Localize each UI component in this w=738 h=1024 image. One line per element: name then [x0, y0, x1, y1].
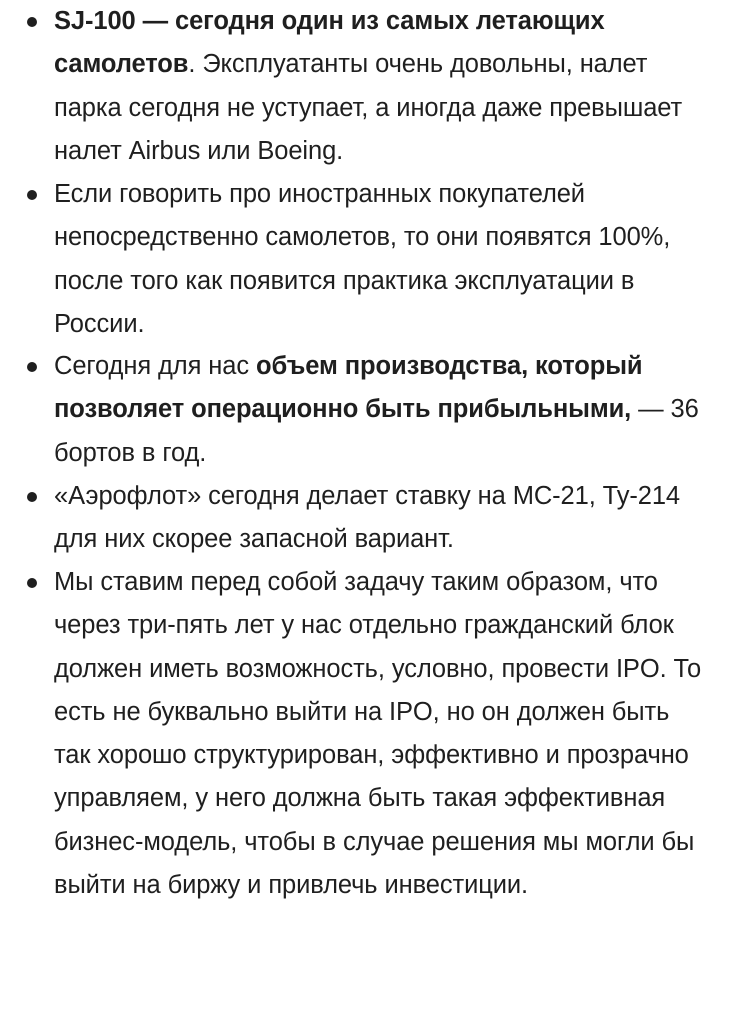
bullet-item-sj100 [0, 0, 738, 173]
bullet-dot-icon [27, 578, 37, 588]
bullet-text-before: Сегодня для нас [54, 352, 256, 380]
bullet-dot-icon [27, 190, 37, 200]
bullet-text: Мы ставим перед собой задачу таким образом, что через три-пять лет у нас отдельно гражданский блок должен иметь возможность, условно, провести IPO. То есть не буквально выйти на IPO, но он должен быть так хорошо структурирован, эффективно и прозрачно управляем, у него должна быть такая эффективная бизнес-модель, чтобы в случае решения мы могли бы выйти на биржу и привлечь инвестиции. [54, 568, 702, 900]
bullet-item-ipo-goal [0, 561, 738, 907]
bullet-bold-lead: SJ-100 — сегодня один из самых летающих самолетов [54, 7, 605, 79]
bullet-dot-icon [27, 362, 37, 372]
bullet-dot-icon [27, 492, 37, 502]
bullet-item-production-volume [0, 345, 738, 475]
bullet-text: «Аэрофлот» сегодня делает ставку на МС-21, Ту-214 для них скорее запасной вариант. [54, 482, 681, 554]
bullet-dot-icon [27, 17, 37, 27]
bullet-item-foreign-buyers [0, 173, 738, 346]
bullet-text: Если говорить про иностранных покупателей непосредственно самолетов, то они появятся 100%, после того как появится практика эксплуатации в России. [54, 180, 671, 338]
bullet-bold-text: объем производства, который позволяет операционно быть прибыльными, [54, 352, 643, 424]
bullet-item-aeroflot [0, 475, 738, 562]
bullet-text-after: — 36 бортов в год. [54, 395, 699, 467]
bullet-text: . Эксплуатанты очень довольны, налет парка сегодня не уступает, а иногда даже превышает налет Airbus или Boeing. [54, 50, 683, 165]
